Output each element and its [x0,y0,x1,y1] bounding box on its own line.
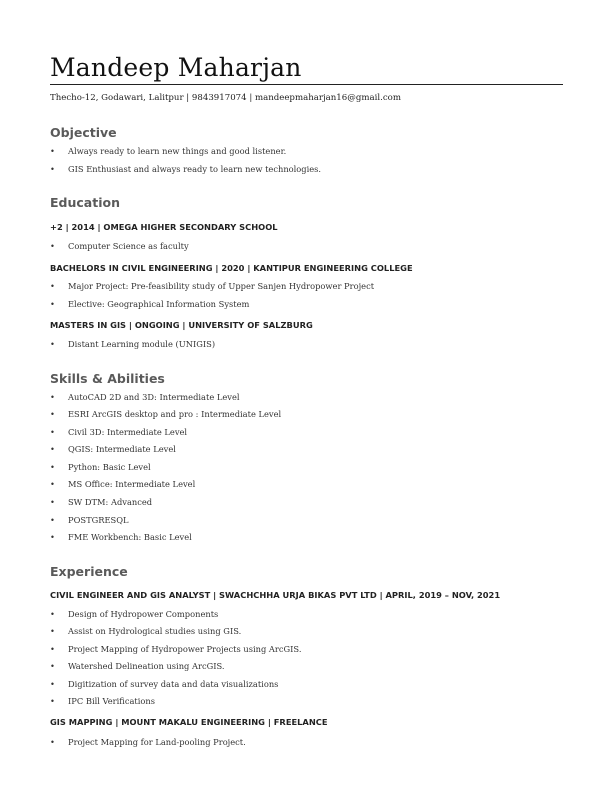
list-item: • Elective: Geographical Information System [68,297,249,311]
list-item: • Civil 3D: Intermediate Level [68,425,187,439]
list-item: • POSTGRESQL [68,513,129,527]
list-item: • Distant Learning module (UNIGIS) [68,337,215,351]
list-item: • Major Project: Pre-feasibility study of Upper Sanjen Hydropower Project [68,279,374,293]
section-heading-skills: Skills & Abilities [50,371,165,386]
contact-info: Thecho-12, Godawari, Lalitpur | 9843917074 | mandeepmaharjan16@gmail.com [50,93,401,103]
entry-title: +2 | 2014 | OMEGA HIGHER SECONDARY SCHOOL [50,222,278,232]
list-item: • Assist on Hydrological studies using GIS. [68,624,241,638]
entry-title: CIVIL ENGINEER AND GIS ANALYST | SWACHCHHA URJA BIKAS PVT LTD | APRIL, 2019 – NOV, 2021 [50,590,501,600]
list-item: • QGIS: Intermediate Level [68,442,176,456]
list-item: • Digitization of survey data and data visualizations [68,677,278,691]
resume-name: Mandeep Maharjan [50,53,302,82]
list-item: • Always ready to learn new things and good listener. [68,144,286,158]
list-item: • Python: Basic Level [68,460,151,474]
list-item: • Computer Science as faculty [68,239,189,253]
list-item: • FME Workbench: Basic Level [68,530,192,544]
header-divider [50,84,563,85]
section-heading-experience: Experience [50,564,128,579]
list-item: • Design of Hydropower Components [68,607,218,621]
list-item: • MS Office: Intermediate Level [68,477,195,491]
list-item: • GIS Enthusiast and always ready to learn new technologies. [68,162,321,176]
list-item: • ESRI ArcGIS desktop and pro : Intermediate Level [68,407,281,421]
entry-title: GIS MAPPING | MOUNT MAKALU ENGINEERING | FREELANCE [50,717,328,727]
section-heading-education: Education [50,195,120,210]
list-item: • AutoCAD 2D and 3D: Intermediate Level [68,390,240,404]
entry-title: BACHELORS IN CIVIL ENGINEERING | 2020 | KANTIPUR ENGINEERING COLLEGE [50,263,413,273]
list-item: • Project Mapping of Hydropower Projects using ArcGIS. [68,642,301,656]
entry-title: MASTERS IN GIS | ONGOING | UNIVERSITY OF SALZBURG [50,320,313,330]
list-item: • IPC Bill Verifications [68,694,155,708]
list-item: • Watershed Delineation using ArcGIS. [68,659,225,673]
section-heading-objective: Objective [50,125,117,140]
list-item: • Project Mapping for Land-pooling Project. [68,735,246,749]
list-item: • SW DTM: Advanced [68,495,152,509]
